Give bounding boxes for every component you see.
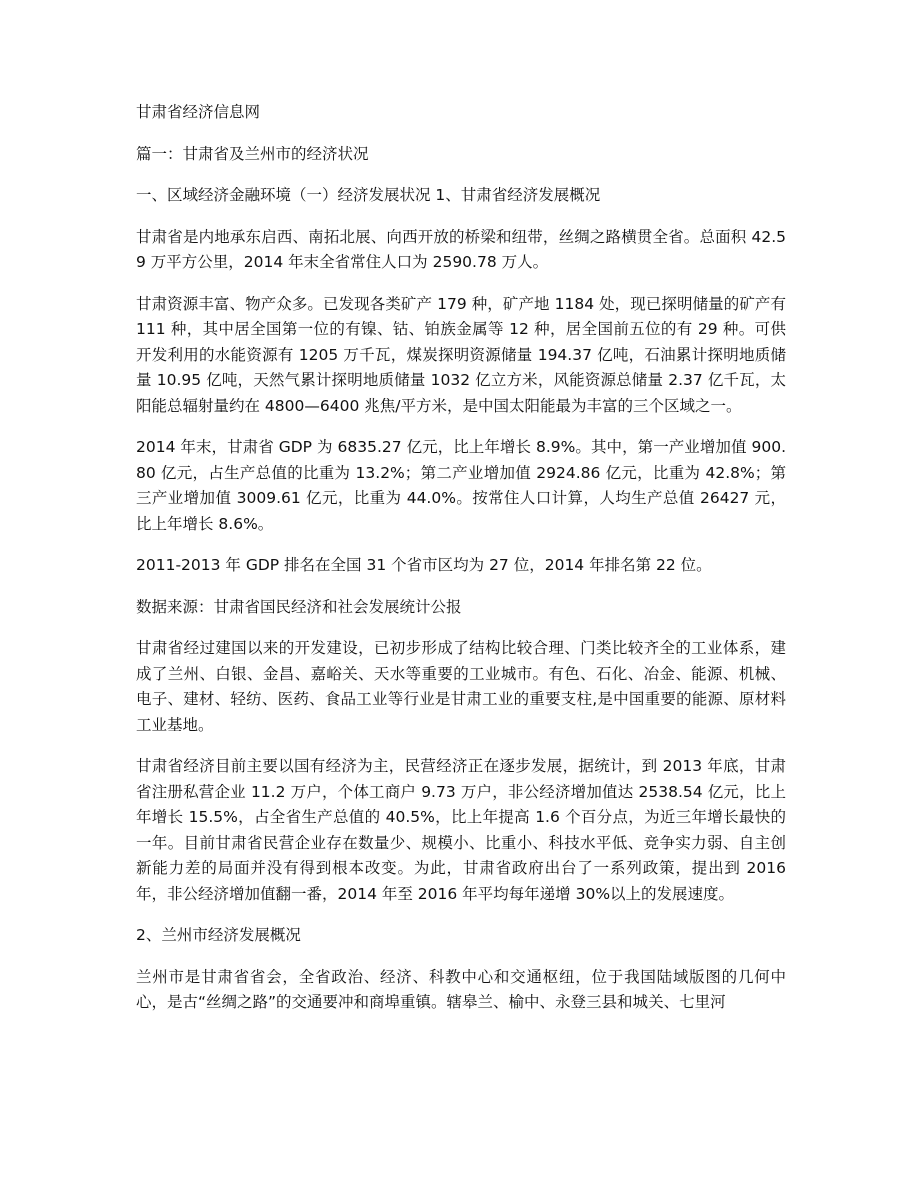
site-title: 甘肃省经济信息网 (136, 103, 261, 121)
paragraph-lanzhou: 兰州市是甘肃省省会，全省政治、经济、科教中心和交通枢纽，位于我国陆域版图的几何中心，是古“丝绸之路”的交通要冲和商埠重镇。辖皋兰、榆中、永登三县和城关、七里河 (136, 967, 786, 1011)
paragraph-resources: 甘肃资源丰富、物产众多。已发现各类矿产 179 种，矿产地 1184 处，现已探明储量的矿产有 111 种，其中居全国第一位的有镍、钴、铂族金属等 12 种，居全国前五位的有 29 种。可供开发利用的水能资源有 1205 万千瓦，煤炭探明资源储量 194.37 亿吨，石油累计探明地质储量 10.95 亿吨，天然气累计探明地质储量 1032 亿立方米，风能资源总储量 2.37 亿千瓦，太阳能总辐射量约在 4800—6400 兆焦/平方米，是中国太阳能最为丰富的三个区域之一。 (136, 294, 786, 415)
paragraph-gdp: 2014 年末，甘肃省 GDP 为 6835.27 亿元，比上年增长 8.9%。其中，第一产业增加值 900.80 亿元，占生产总值的比重为 13.2%；第二产业增加值 2924.86 亿元，比重为 42.8%；第三产业增加值 3009.61 亿元，比重为 44.0%。按常住人口计算，人均生产总值 26427 元，比上年增长 8.6%。 (136, 438, 787, 533)
subsection-heading: 2、兰州市经济发展概况 (136, 926, 301, 944)
chapter-heading: 篇一：甘肃省及兰州市的经济状况 (136, 144, 369, 163)
document-body (136, 100, 786, 1016)
paragraph-industry: 甘肃省经过建国以来的开发建设，已初步形成了结构比较合理、门类比较齐全的工业体系，建成了兰州、白银、金昌、嘉峪关、天水等重要的工业城市。有色、石化、冶金、能源、机械、电子、建材、轻纺、医药、食品工业等行业是甘肃工业的重要支柱,是中国重要的能源、原材料工业基地。 (136, 639, 786, 734)
data-source: 数据来源：甘肃省国民经济和社会发展统计公报 (136, 597, 462, 616)
paragraph-private-economy: 甘肃省经济目前主要以国有经济为主，民营经济正在逐步发展，据统计，到 2013 年底，甘肃省注册私营企业 11.2 万户，个体工商户 9.73 万户，非公经济增加值达 2538.54 亿元，比上年增长 15.5%，占全省生产总值的 40.5%，比上年提高 1.6 个百分点，为近三年增长最快的一年。目前甘肃省民营企业存在数量少、规模小、比重小、科技水平低、竞争实力弱、自主创新能力差的局面并没有得到根本改变。为此，甘肃省政府出台了一系列政策，提出到 2016 年，非公经济增加值翻一番，2014 年至 2016 年平均每年递增 30%以上的发展速度。 (136, 757, 786, 903)
paragraph-overview: 甘肃省是内地承东启西、南拓北展、向西开放的桥梁和纽带，丝绸之路横贯全省。总面积 42.59 万平方公里，2014 年末全省常住人口为 2590.78 万人。 (136, 227, 786, 271)
section-heading: 一、区域经济金融环境（一）经济发展状况 1、甘肃省经济发展概况 (136, 186, 601, 204)
paragraph-ranking: 2011-2013 年 GDP 排名在全国 31 个省市区均为 27 位，2014 年排名第 22 位。 (136, 556, 712, 574)
